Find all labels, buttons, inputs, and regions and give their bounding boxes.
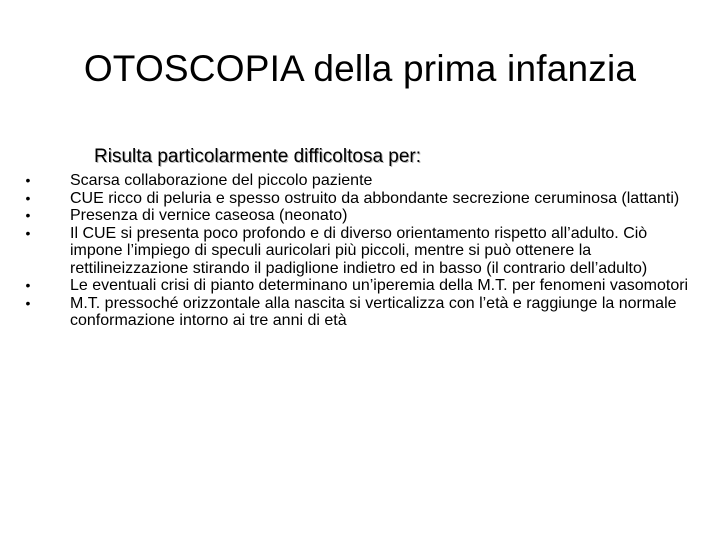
bullet-list xyxy=(22,172,702,330)
slide-title: OTOSCOPIA della prima infanzia xyxy=(83,48,637,89)
bullet-icon: • xyxy=(25,294,31,311)
bullet-item xyxy=(22,172,702,190)
bullet-item xyxy=(22,225,702,278)
bullet-text: M.T. pressoché orizzontale alla nascita si verticalizza con l’età e raggiunge la normale conformazione intorno ai tre anni di età xyxy=(70,294,677,329)
bullet-item xyxy=(22,207,702,225)
bullet-text: Presenza di vernice caseosa (neonato) xyxy=(70,207,348,224)
bullet-item xyxy=(22,277,702,295)
bullet-icon: • xyxy=(25,224,31,241)
bullet-item xyxy=(22,190,702,208)
bullet-text: Scarsa collaborazione del piccolo paziente xyxy=(70,172,373,189)
bullet-icon: • xyxy=(25,172,31,188)
bullet-text: Il CUE si presenta poco profondo e di diverso orientamento rispetto all’adulto. Ciò impone l’impiego di speculi auricolari più piccoli, mentre si può ottenere la rettilineizzazione stirando il padiglione indietro ed in basso (il contrario dell’adulto) xyxy=(70,224,648,277)
bullet-text: CUE ricco di peluria e spesso ostruito da abbondante secrezione ceruminosa (lattanti) xyxy=(70,189,680,207)
slide-subtitle: Risulta particolarmente difficoltosa per: xyxy=(94,146,422,167)
bullet-text: Le eventuali crisi di pianto determinano un’iperemia della M.T. per fenomeni vasomotori xyxy=(70,277,689,294)
bullet-icon: • xyxy=(25,189,31,206)
bullet-item xyxy=(22,295,702,330)
bullet-icon: • xyxy=(25,207,31,223)
bullet-icon: • xyxy=(25,277,31,293)
